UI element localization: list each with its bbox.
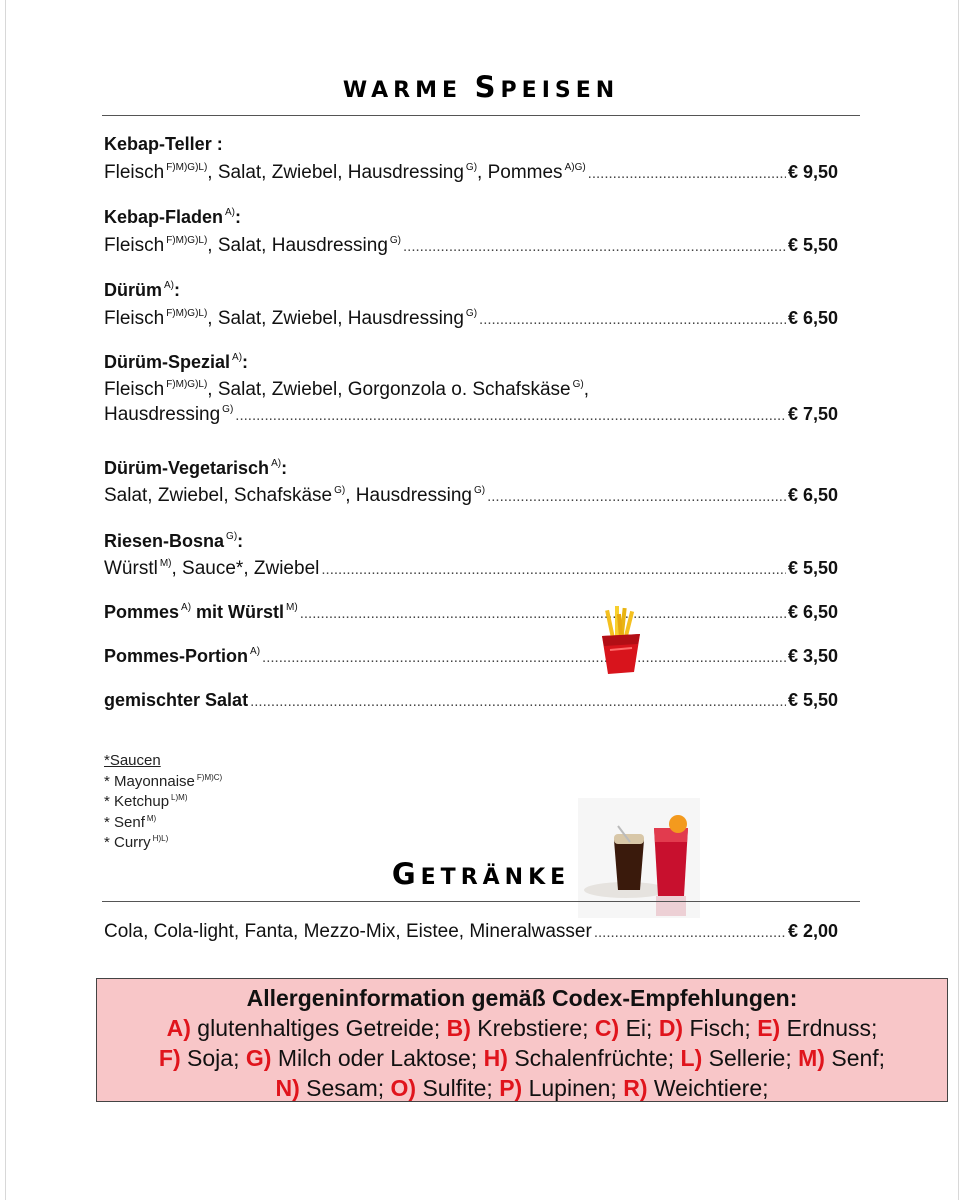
allergen-code: L)M) [171, 793, 188, 802]
allergen-code: M) [159, 558, 172, 569]
price: € 9,50 [787, 162, 838, 182]
allergen-code: A)G) [564, 162, 586, 173]
desc-text: Hausdressing [104, 404, 221, 425]
dot-leader [300, 602, 786, 623]
item-title-text: gemischter Salat [104, 690, 249, 710]
sauce-item [104, 772, 222, 793]
title-part: G [391, 857, 421, 891]
allergen-label: Erdnuss; [786, 1015, 878, 1041]
desc-text: , Salat, Hausdressing [207, 235, 388, 256]
dot-leader [479, 308, 786, 330]
item-title-text: Pommes [104, 602, 180, 622]
sauce-name: * Mayonnaise [104, 772, 195, 790]
allergen-code: F)M)G)L) [166, 162, 208, 173]
item-title-text: Kebap-Fladen [104, 207, 224, 227]
allergen-code: A) [250, 646, 261, 657]
menu-item-line [104, 921, 838, 943]
item-title [104, 646, 260, 667]
allergen-code: A) [271, 458, 282, 469]
allergen-key: N) [275, 1075, 300, 1101]
sauces-list [104, 751, 222, 854]
allergen-key: E) [757, 1015, 781, 1041]
menu-item-line [104, 646, 838, 667]
sauce-name: * Curry [104, 834, 151, 851]
item-title [104, 280, 180, 301]
price: € 6,50 [787, 485, 838, 505]
item-title-text: Pommes-Portion [104, 646, 249, 666]
allergen-key: G) [245, 1045, 272, 1071]
allergen-info-box [96, 978, 948, 1102]
item-title-text: : [174, 280, 180, 300]
allergen-label: Sesam; [306, 1075, 385, 1101]
allergen-label: Weichtiere; [653, 1075, 769, 1101]
item-title [104, 207, 241, 228]
price: € 6,50 [787, 308, 838, 328]
item-title-text: Dürüm-Vegetarisch [104, 458, 270, 478]
allergen-code: A) [164, 280, 174, 291]
allergen-code: G) [334, 485, 346, 496]
item-title-text: : [237, 531, 244, 551]
allergen-code: G) [473, 485, 486, 496]
divider [102, 115, 860, 116]
allergen-code: G) [465, 308, 478, 319]
item-description [104, 485, 485, 507]
desc-text: Fleisch [104, 162, 165, 183]
price: € 3,50 [787, 646, 838, 666]
allergen-code: H)L) [152, 834, 169, 843]
menu-item-line [104, 485, 838, 507]
title-part: ETRÄNKE [420, 865, 571, 890]
dot-leader [487, 485, 786, 507]
allergen-key: C) [594, 1015, 620, 1041]
item-title-text: : [281, 458, 288, 478]
sauce-item [104, 833, 222, 854]
allergen-code: G) [226, 531, 238, 542]
sauces-heading: *Saucen [104, 752, 161, 769]
item-title-text: : [235, 207, 242, 227]
allergen-line [97, 1073, 947, 1103]
item-description [104, 162, 586, 184]
desc-text: Fleisch [104, 379, 165, 400]
dot-leader [262, 646, 786, 667]
desc-text: Fleisch [104, 308, 165, 329]
allergen-code: F)M)G)L) [166, 308, 208, 319]
allergen-code: F)M)C) [196, 772, 223, 782]
item-title-text: mit Würstl [191, 602, 285, 622]
dot-leader [403, 235, 786, 257]
allergen-code: A) [181, 602, 192, 613]
item-description [104, 558, 319, 580]
title-part: S [474, 70, 501, 104]
section-title-warme-speisen [102, 70, 860, 104]
item-description [104, 308, 477, 330]
item-description [104, 235, 401, 257]
allergen-key: P) [499, 1075, 523, 1101]
dot-leader [250, 690, 786, 711]
allergen-label: Senf; [831, 1045, 886, 1071]
allergen-key: B) [446, 1015, 471, 1041]
allergen-key: R) [623, 1075, 648, 1101]
menu-item-line [104, 308, 838, 330]
item-description: Cola, Cola-light, Fanta, Mezzo-Mix, Eistee, Mineralwasser [104, 921, 592, 942]
menu-item-line [104, 690, 838, 711]
dot-leader [235, 404, 786, 426]
price: € 6,50 [787, 602, 838, 622]
dot-leader [594, 921, 786, 943]
allergen-code: A) [232, 352, 243, 363]
item-title [104, 602, 298, 623]
item-title [104, 134, 223, 155]
menu-item-line [104, 162, 838, 184]
menu-item-line [104, 235, 838, 257]
page-edge [958, 0, 959, 1200]
item-title [104, 690, 248, 711]
allergen-label: Milch oder Laktose; [277, 1045, 478, 1071]
allergen-code: M) [286, 602, 298, 613]
dot-leader [588, 162, 786, 184]
sauce-name: * Senf [104, 813, 145, 831]
item-title-text: : [242, 352, 249, 372]
allergen-label: Soja; [187, 1045, 240, 1071]
allergen-key: L) [680, 1045, 703, 1071]
allergen-code: G) [465, 162, 478, 173]
title-part: ARME [371, 78, 475, 103]
allergen-code: G) [572, 379, 584, 390]
allergen-key: O) [390, 1075, 417, 1101]
allergen-label: Lupinen; [528, 1075, 617, 1101]
item-title [104, 458, 287, 479]
allergen-code: G) [389, 235, 401, 246]
allergen-code: F)M)G)L) [166, 379, 208, 390]
desc-text: Salat, Zwiebel, Schafskäse [104, 485, 333, 506]
allergen-label: Schalenfrüchte; [514, 1045, 675, 1071]
french-fries-icon [598, 604, 644, 676]
desc-text: Würstl [104, 558, 158, 579]
allergen-label: Sellerie; [708, 1045, 792, 1071]
divider [102, 901, 860, 902]
allergen-key: F) [158, 1045, 181, 1071]
sauce-name: * Ketchup [104, 793, 170, 810]
allergen-line [97, 1043, 947, 1073]
allergen-key: D) [658, 1015, 684, 1041]
allergen-label: Krebstiere; [477, 1015, 589, 1041]
allergen-code: G) [222, 404, 234, 415]
allergen-key: M) [798, 1045, 825, 1071]
allergen-line [97, 1013, 947, 1043]
allergen-label: Fisch; [689, 1015, 751, 1041]
desc-text: , Salat, Zwiebel, Gorgonzola o. Schafskäse [207, 379, 571, 400]
allergen-label: Ei; [625, 1015, 653, 1041]
allergen-code: M) [146, 813, 157, 823]
dot-leader [321, 558, 786, 580]
item-description [104, 404, 233, 426]
price: € 7,50 [787, 404, 838, 424]
menu-item-line [104, 558, 838, 580]
desc-text: , Hausdressing [345, 485, 472, 506]
page-edge [5, 0, 6, 1200]
allergen-heading: Allergeninformation gemäß Codex-Empfehlungen: [246, 985, 798, 1011]
price: € 5,50 [787, 235, 838, 255]
item-title-text: Kebap-Teller : [104, 134, 223, 154]
price: € 2,00 [787, 921, 838, 941]
allergen-label: Sulfite; [422, 1075, 493, 1101]
item-title-text: Riesen-Bosna [104, 531, 225, 551]
title-part: W [342, 78, 372, 103]
desc-text: , Salat, Zwiebel, Hausdressing [207, 308, 464, 329]
desc-text: , [583, 379, 589, 400]
item-title-text: Dürüm-Spezial [104, 352, 231, 372]
section-title-getraenke [102, 857, 860, 891]
sauce-item [104, 813, 222, 834]
item-title [104, 352, 248, 373]
desc-text: , Pommes [477, 162, 563, 183]
title-part: PEISEN [500, 78, 620, 103]
allergen-code: A) [225, 207, 236, 218]
desc-text: , Salat, Zwiebel, Hausdressing [207, 162, 464, 183]
allergen-label: glutenhaltiges Getreide; [197, 1015, 441, 1041]
allergen-key: A) [166, 1015, 191, 1041]
desc-text: Fleisch [104, 235, 165, 256]
allergen-key: H) [483, 1045, 508, 1071]
item-title-text: Dürüm [104, 280, 162, 300]
price: € 5,50 [787, 690, 838, 710]
desc-text: , Sauce*, Zwiebel [171, 558, 320, 579]
menu-item-line [104, 404, 838, 426]
item-description [104, 379, 589, 401]
price: € 5,50 [787, 558, 838, 578]
menu-item-line [104, 602, 838, 623]
sauce-item [104, 792, 222, 813]
item-title [104, 531, 243, 552]
allergen-code: F)M)G)L) [166, 235, 208, 246]
